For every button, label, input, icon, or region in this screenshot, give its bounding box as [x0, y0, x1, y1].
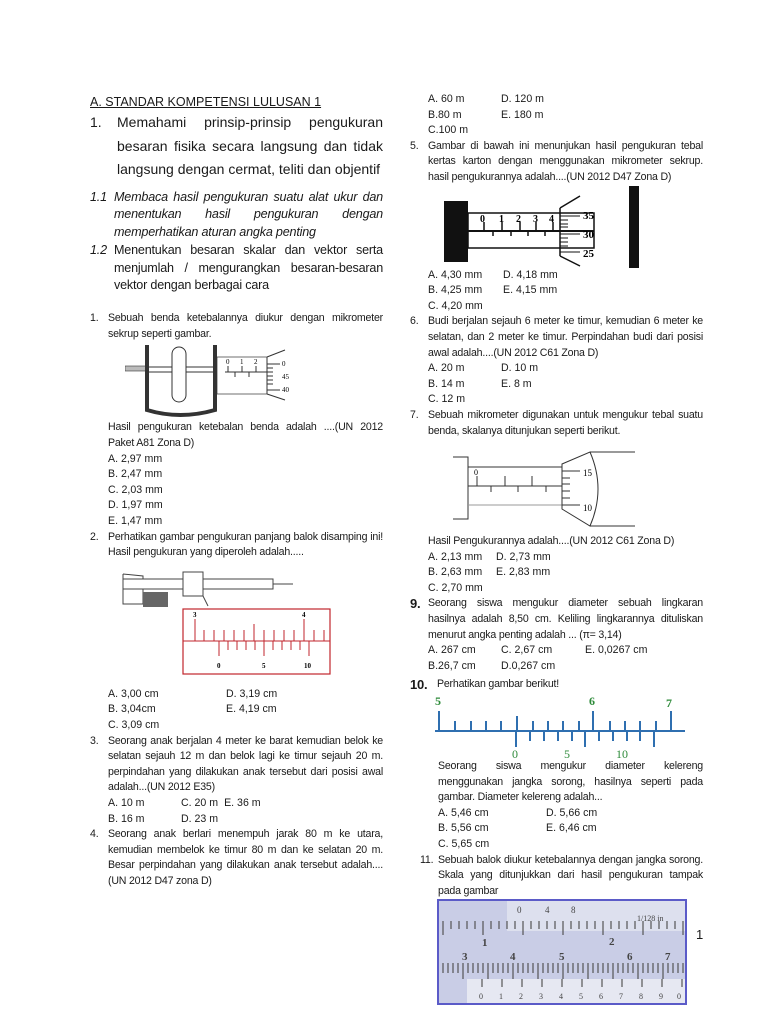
right-column	[410, 92, 703, 1005]
caliper-photo-11	[437, 899, 687, 1005]
competency-text: Memahami prinsip-prinsip pengukuran besaran fisika secara langsung dan tidak langsung dengan cermat, teliti dan objentif	[117, 114, 383, 177]
scale-label: 0	[282, 360, 286, 369]
scale-label: 15	[583, 468, 592, 479]
scale-label: 2	[519, 992, 523, 1002]
scale-label: 5	[262, 661, 266, 670]
scale-label: 8	[639, 992, 643, 1002]
option-c[interactable]: C. 2,67 cm	[501, 644, 553, 657]
option-a[interactable]: A. 60 m	[428, 93, 465, 105]
option-b[interactable]: B. 3,04cm	[108, 703, 156, 716]
micrometer-figure-7	[450, 449, 635, 534]
question-text: Seorang anak berlari menempuh jarak 80 m ke utara, kemudian membelok ke timur 80 m dan ke selatan 20 m. Besar perpindahan yang dilakukan anak tersebut adalah....(UN 2012 D47 zona D)	[108, 828, 383, 887]
option-d[interactable]: D. 10 m	[501, 362, 539, 375]
scale-label: 5	[564, 747, 570, 760]
question-number: 4.	[90, 828, 99, 841]
indicator-1-2	[90, 242, 383, 295]
question-10	[410, 677, 703, 693]
option-c[interactable]: C. 2,03 mm	[108, 483, 163, 496]
scale-label: 35	[583, 209, 594, 222]
question-2	[90, 530, 383, 561]
option-d[interactable]: D. 1,97 mm	[108, 499, 163, 512]
scale-label: 0	[512, 747, 518, 760]
scale-label: 3	[539, 992, 543, 1002]
question-7	[410, 408, 703, 439]
option-e[interactable]: E. 36 m	[224, 796, 261, 809]
scale-label: 3	[193, 610, 197, 619]
question-4-options	[428, 92, 703, 139]
option-a[interactable]: A. 10 m	[108, 796, 145, 809]
question-4	[90, 827, 383, 889]
option-d[interactable]: D.0,267 cm	[501, 659, 556, 672]
question-3	[90, 734, 383, 796]
scale-label: 10	[616, 747, 628, 760]
competency-heading	[90, 111, 383, 182]
option-d[interactable]: D. 120 m	[501, 93, 544, 105]
question-text: Sebuah benda ketebalannya diukur dengan mikrometer sekrup seperti gambar.	[108, 312, 383, 340]
scale-label: 7	[666, 696, 672, 711]
option-d[interactable]: D. 2,73 mm	[496, 550, 551, 563]
scale-label: 10	[304, 661, 311, 670]
option-e[interactable]: E. 0,0267 cm	[585, 644, 648, 657]
option-c[interactable]: C. 2,70 mm	[428, 581, 483, 594]
option-e[interactable]: E. 8 m	[501, 377, 532, 390]
option-e[interactable]: E. 1,47 mm	[108, 515, 163, 528]
scale-label: 6	[599, 992, 603, 1002]
question-text: Gambar di bawah ini menunjukan hasil pengukuran tebal kertas karton dengan menggunakan mikrometer sekrup. hasil pengukurannya adalah....(UN 2012 D47 Zona D)	[428, 139, 703, 183]
question-9	[410, 596, 703, 643]
scale-label: 6	[589, 694, 595, 709]
micrometer-figure-5	[440, 186, 645, 268]
question-1-options	[108, 452, 383, 530]
scale-label: 45	[282, 373, 289, 382]
option-c[interactable]: C. 5,65 cm	[438, 838, 490, 850]
question-text: Seorang siswa mengukur diameter sebuah lingkaran hasilnya adalah 8,50 cm. Keliling lingkarannya dituliskan menurut angka penting adalah ... (π= 3,14)	[428, 597, 703, 641]
scale-label: 30	[583, 228, 594, 241]
option-a[interactable]: A. 2,97 mm	[108, 452, 163, 465]
scale-label: 2	[609, 936, 615, 949]
option-c[interactable]: C. 3,09 cm	[108, 719, 160, 731]
question-6-options	[428, 361, 703, 408]
scale-label: 5	[435, 694, 441, 709]
scale-label: 40	[282, 386, 289, 395]
micrometer-figure-1	[125, 342, 325, 420]
option-d[interactable]: D. 3,19 cm	[226, 687, 278, 700]
option-b[interactable]: B.80 m	[428, 108, 462, 121]
question-1-prompt: Hasil pengukuran ketebalan benda adalah ....(UN 2012 Paket A81 Zona D)	[108, 421, 383, 450]
question-7-options	[428, 550, 703, 597]
caliper-figure-2	[118, 564, 338, 679]
scale-label: 4	[545, 905, 550, 916]
scale-label: 1	[482, 937, 488, 950]
question-number: 3.	[90, 734, 99, 747]
question-9-options	[428, 643, 703, 674]
scale-label: 2	[516, 213, 521, 225]
section-title: A. STANDAR KOMPETENSI LULUSAN 1	[90, 95, 322, 109]
question-2-options	[108, 687, 383, 734]
option-b[interactable]: B.26,7 cm	[428, 659, 476, 672]
question-3-options	[108, 796, 383, 827]
page-number: 1	[696, 927, 704, 942]
question-text: Budi berjalan sejauh 6 meter ke timur, kemudian 6 meter ke selatan, dan 2 meter ke timur. Perpindahan budi dari posisi awal adalah....(UN 2012 C61 Zona D)	[428, 315, 703, 359]
option-d[interactable]: D. 5,66 cm	[546, 806, 598, 819]
question-10-options	[438, 806, 703, 853]
option-b[interactable]: B. 2,63 mm	[428, 566, 483, 579]
question-number: 7.	[410, 408, 419, 421]
scale-label: 3	[462, 951, 468, 964]
indicator-number: 1.2	[90, 242, 107, 257]
scale-label: 1	[240, 358, 244, 367]
scale-label: 0	[677, 992, 681, 1002]
option-e[interactable]: E. 4,19 cm	[226, 703, 277, 716]
scale-label: 4	[549, 213, 554, 225]
question-6	[410, 314, 703, 361]
scale-label: 4	[302, 610, 306, 619]
scale-label: 5	[559, 951, 565, 964]
scale-label: 25	[583, 247, 594, 260]
question-5	[410, 139, 703, 186]
option-b[interactable]: B. 5,56 cm	[438, 822, 489, 835]
option-c[interactable]: C. 12 m	[428, 393, 466, 406]
scale-label: 5	[579, 992, 583, 1002]
question-7-prompt: Hasil Pengukurannya adalah....(UN 2012 C61 Zona D)	[428, 535, 675, 548]
question-number: 11.	[420, 853, 434, 866]
option-a[interactable]: A. 4,30 mm	[428, 268, 483, 281]
left-column	[90, 94, 383, 890]
scale-label: 1/128 in	[637, 914, 664, 924]
indicator-text: Menentukan besaran skalar dan vektor serta menjumlah / mengurangkan besaran-besaran vektor dengan berbagai cara	[114, 242, 383, 293]
option-e[interactable]: E. 2,83 mm	[496, 566, 551, 579]
scale-label: 4	[559, 992, 563, 1002]
option-e[interactable]: E. 6,46 cm	[546, 822, 597, 835]
question-number: 9.	[410, 596, 421, 612]
question-text: Sebuah mikrometer digunakan untuk mengukur tebal suatu benda, skalanya ditunjukan seperti berikut.	[428, 408, 703, 437]
option-d[interactable]: D. 23 m	[181, 812, 219, 825]
scale-label: 4	[510, 951, 516, 964]
indicator-text: Membaca hasil pengukuran suatu alat ukur dan menentukan hasil pengukuran dengan memperhatikan aturan angka penting	[114, 189, 383, 240]
scale-label: 6	[627, 951, 633, 964]
question-number: 6.	[410, 315, 419, 328]
option-b[interactable]: B. 2,47 mm	[108, 468, 163, 481]
option-e[interactable]: E. 180 m	[501, 108, 544, 121]
scale-label: 1	[499, 213, 504, 225]
question-number: 5.	[410, 139, 419, 152]
option-b[interactable]: B. 14 m	[428, 377, 465, 390]
scale-label: 7	[665, 951, 671, 964]
question-text: Perhatikan gambar berikut!	[437, 678, 559, 691]
scale-label: 8	[571, 905, 576, 916]
question-10-prompt: Seorang siswa mengukur diameter kelereng menggunakan jangka sorong, hasilnya seperti pada gambar. Diameter kelereng adalah...	[438, 760, 703, 804]
scale-label: 9	[659, 992, 663, 1002]
question-1	[90, 311, 383, 342]
option-b[interactable]: B. 16 m	[108, 812, 145, 825]
option-c[interactable]: C. 20 m	[181, 796, 219, 809]
option-a[interactable]: A. 2,13 mm	[428, 550, 483, 563]
scale-label: 0	[226, 358, 230, 367]
question-11	[420, 853, 703, 900]
question-text: Perhatikan gambar pengukuran panjang balok disamping ini! Hasil pengukuran yang diperoleh adalah.....	[108, 530, 383, 559]
indicator-number: 1.1	[90, 189, 107, 204]
vernier-figure-10	[430, 693, 690, 759]
option-a[interactable]: A. 3,00 cm	[108, 687, 159, 700]
option-a[interactable]: A. 267 cm	[428, 644, 476, 657]
scale-label: 2	[254, 358, 258, 367]
competency-number: 1.	[90, 114, 102, 130]
question-text: Seorang anak berjalan 4 meter ke barat kemudian belok ke selatan sejauh 12 m dan belok lagi ke timur sejauh 20 m. perpindahan yang dilakukan anak tersebut dari posisi awal adalah...(UN 2012 E35)	[108, 734, 383, 794]
scale-label: 0	[474, 468, 478, 478]
option-d[interactable]: D. 4,18 mm	[503, 268, 558, 281]
scale-label: 0	[479, 992, 483, 1002]
scale-label: 0	[517, 905, 522, 916]
question-number: 1.	[90, 312, 99, 325]
question-text: Sebuah balok diukur ketebalannya dengan jangka sorong. Skala yang ditunjukkan dari hasil pengukuran tampak pada gambar	[438, 853, 703, 897]
scale-label: 7	[619, 992, 623, 1002]
scale-label: 3	[533, 213, 538, 225]
question-number: 10.	[410, 677, 428, 693]
option-c[interactable]: C. 4,20 mm	[428, 299, 483, 312]
question-number: 2.	[90, 530, 99, 543]
option-a[interactable]: A. 5,46 cm	[438, 806, 489, 819]
indicator-1-1	[90, 189, 383, 242]
option-a[interactable]: A. 20 m	[428, 362, 465, 375]
option-b[interactable]: B. 4,25 mm	[428, 284, 483, 297]
option-e[interactable]: E. 4,15 mm	[503, 284, 558, 297]
scale-label: 0	[480, 213, 485, 225]
scale-label: 1	[499, 992, 503, 1002]
scale-label: 10	[583, 503, 592, 514]
option-c[interactable]: C.100 m	[428, 124, 469, 137]
question-5-options	[428, 268, 703, 315]
scale-label: 0	[217, 661, 221, 670]
